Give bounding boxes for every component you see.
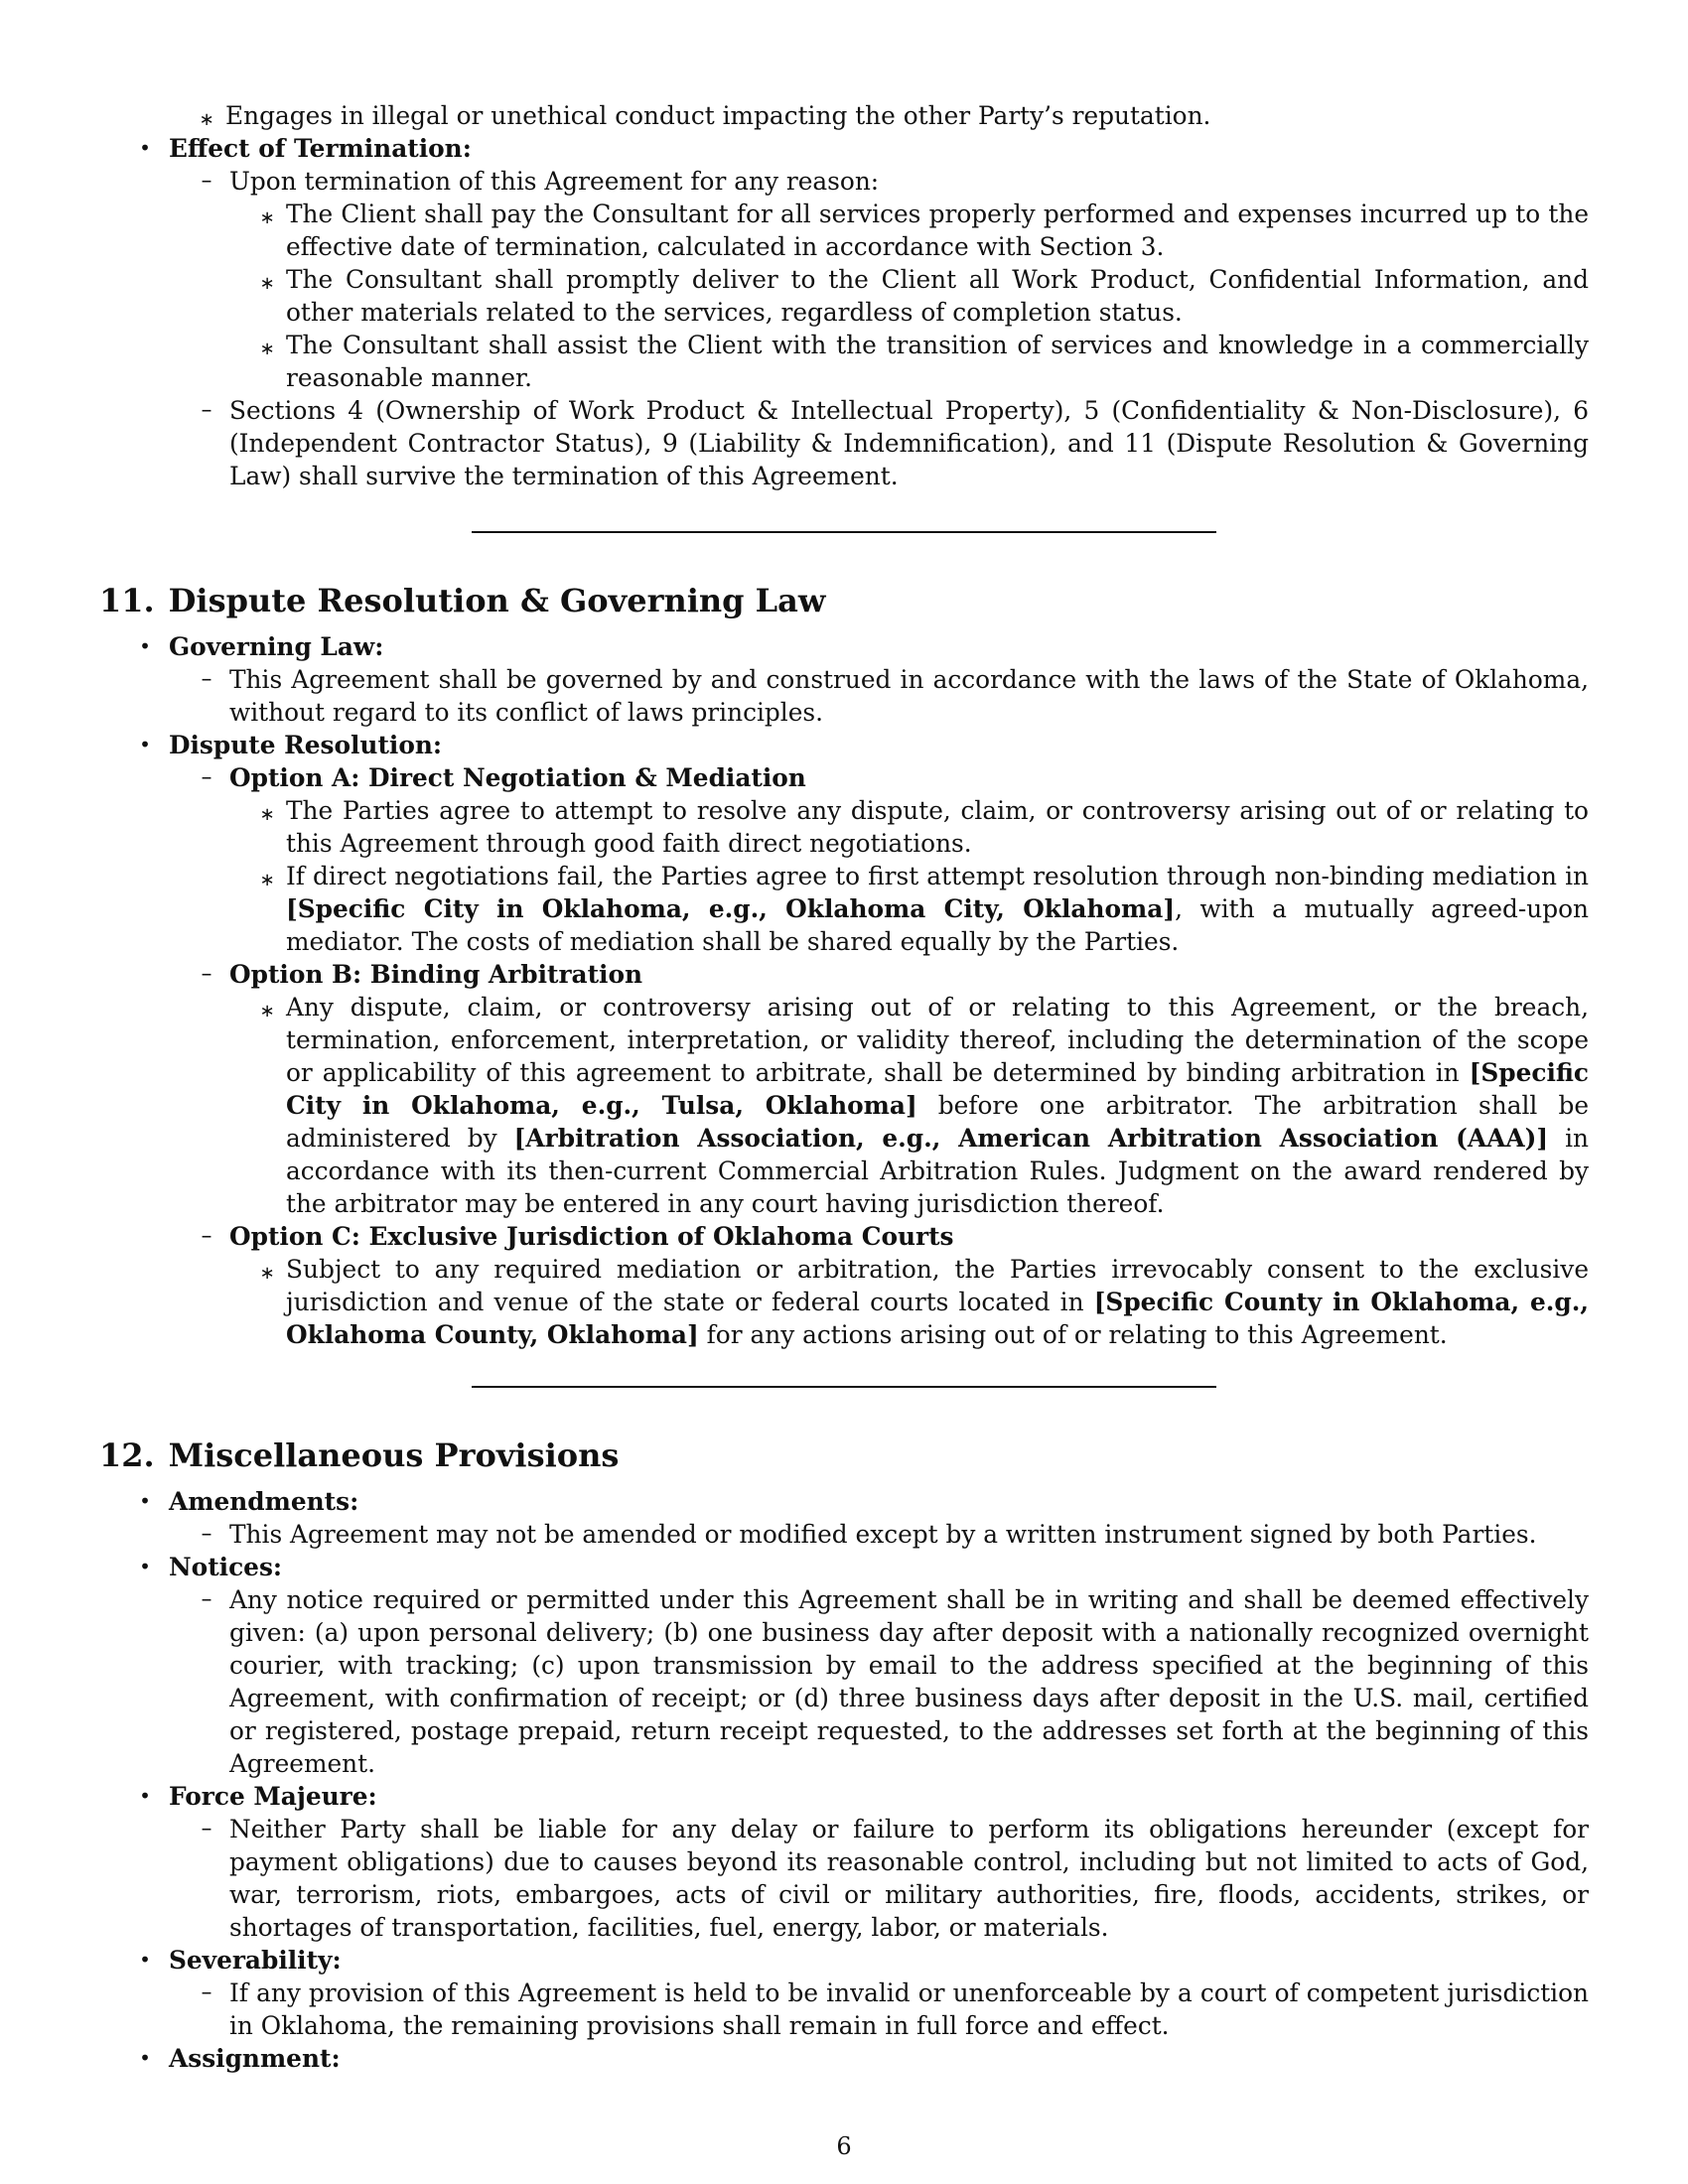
bullet-icon: • bbox=[139, 2045, 151, 2070]
dash-bullet-icon: – bbox=[201, 1816, 212, 1842]
bullet-icon: • bbox=[139, 1554, 151, 1578]
asterisk-bullet-icon: ∗ bbox=[259, 273, 275, 294]
survival-text: Sections 4 (Ownership of Work Product & Intellectual Property), 5 (Confidentiality & Non-Disclosure), 6 (Independent Contractor Status), 9 (Liability & Indemnification), and 11 (Dispute Resolution & Governing Law) shall survive the termination of this Agreement. bbox=[229, 396, 1589, 490]
section-number: 12. bbox=[99, 1435, 155, 1474]
text-run: for any actions arising out of or relating to this Agreement. bbox=[698, 1320, 1448, 1349]
asterisk-bullet-icon: ∗ bbox=[259, 870, 275, 890]
page-content bbox=[99, 99, 1589, 2075]
governing-law-title: Governing Law: bbox=[169, 632, 384, 661]
dash-bullet-icon: – bbox=[201, 1224, 212, 1249]
continued-list bbox=[99, 99, 1589, 132]
force-majeure-title: Force Majeure: bbox=[169, 1781, 377, 1811]
bullet-icon: • bbox=[139, 136, 151, 160]
amendments-text: This Agreement may not be amended or modified except by a written instrument signed by both Parties. bbox=[229, 1519, 1537, 1549]
notices-item bbox=[99, 1551, 1589, 1780]
list-item bbox=[169, 1977, 1589, 2042]
bullet-icon: • bbox=[139, 1947, 151, 1972]
continued-level3-list bbox=[169, 99, 1589, 132]
amendments-item bbox=[99, 1485, 1589, 1551]
placeholder-association: [Arbitration Association, e.g., American Arbitration Association (AAA)] bbox=[513, 1124, 1549, 1153]
severability-item bbox=[99, 1944, 1589, 2042]
dash-bullet-icon: – bbox=[201, 398, 212, 423]
list-item bbox=[169, 1583, 1589, 1780]
termination-title: Effect of Termination: bbox=[169, 134, 472, 163]
dispute-resolution-title: Dispute Resolution: bbox=[169, 731, 443, 759]
placeholder-city: [Specific City in Oklahoma, e.g., Oklahoma City, Oklahoma] bbox=[286, 894, 1176, 923]
list-item bbox=[169, 394, 1589, 492]
section-divider bbox=[472, 531, 1216, 533]
text-run: , with a mutually agreed-upon mediator. The costs of mediation shall be shared equally by the Parties. bbox=[286, 894, 1589, 956]
termination-items bbox=[229, 198, 1589, 394]
page-number: 6 bbox=[836, 2132, 852, 2160]
termination-item-text: The Consultant shall assist the Client with the transition of services and knowledge in a commercially reasonable manner. bbox=[286, 331, 1589, 392]
governing-law-sublist bbox=[169, 663, 1589, 729]
list-item bbox=[229, 329, 1589, 394]
continued-wrapper bbox=[169, 99, 1589, 132]
option-b-text bbox=[286, 993, 1589, 1218]
bullet-icon: • bbox=[139, 1783, 151, 1808]
section-12-heading bbox=[99, 1435, 1589, 1475]
option-a-title: Option A: Direct Negotiation & Mediation bbox=[229, 763, 806, 792]
text-run: Any dispute, claim, or controversy arising out of or relating to this Agreement, or the breach, termination, enforcement, interpretation, or validity thereof, including the determination of the scope or applicability of this agreement to arbitrate, shall be determined by binding arbitration in bbox=[286, 993, 1589, 1087]
severability-title: Severability: bbox=[169, 1945, 342, 1975]
dash-bullet-icon: – bbox=[201, 1586, 212, 1612]
list-item bbox=[229, 198, 1589, 263]
section-number: 11. bbox=[99, 582, 155, 619]
governing-law-item bbox=[99, 630, 1589, 729]
text-run: If direct negotiations fail, the Parties agree to first attempt resolution through non-binding mediation in bbox=[286, 862, 1589, 890]
asterisk-bullet-icon: ∗ bbox=[259, 1263, 275, 1284]
asterisk-bullet-icon: ∗ bbox=[259, 207, 275, 228]
asterisk-bullet-icon: ∗ bbox=[259, 804, 275, 825]
force-majeure-sublist bbox=[169, 1813, 1589, 1944]
list-item bbox=[169, 1518, 1589, 1551]
section-12-list bbox=[99, 1485, 1589, 2075]
section-divider bbox=[472, 1386, 1216, 1388]
option-c-item bbox=[169, 1220, 1589, 1351]
list-item bbox=[169, 1813, 1589, 1944]
asterisk-bullet-icon: ∗ bbox=[259, 339, 275, 359]
option-c-text bbox=[286, 1255, 1589, 1349]
dash-bullet-icon: – bbox=[201, 962, 212, 987]
notices-sublist bbox=[169, 1583, 1589, 1780]
bullet-icon: • bbox=[139, 733, 151, 756]
notices-text: Any notice required or permitted under this Agreement shall be in writing and shall be deemed effectively given: (a) upon personal delivery; (b) one business day after deposit with a nationally recognized overnight courier, with tracking; (c) upon transmission by email to the address specified at the beginning of this Agreement, with confirmation of receipt; or (d) three business days after deposit in the U.S. mail, certified or registered, postage prepaid, return receipt requested, to the addresses set forth at the beginning of this Agreement. bbox=[229, 1584, 1589, 1778]
section-title: Dispute Resolution & Governing Law bbox=[168, 582, 826, 619]
force-majeure-item bbox=[99, 1780, 1589, 1944]
force-majeure-text: Neither Party shall be liable for any delay or failure to perform its obligations hereunder (except for payment obligations) due to causes beyond its reasonable control, including but not limited to acts of God, war, terrorism, riots, embargoes, acts of civil or military authorities, fire, floods, accidents, strikes, or shortages of transportation, facilities, fuel, energy, labor, or materials. bbox=[229, 1814, 1589, 1942]
dash-bullet-icon: – bbox=[201, 667, 212, 692]
dash-bullet-icon: – bbox=[201, 1979, 212, 2005]
severability-text: If any provision of this Agreement is held to be invalid or unenforceable by a court of competent jurisdiction in Oklahoma, the remaining provisions shall remain in full force and effect. bbox=[229, 1978, 1589, 2040]
option-a-text bbox=[286, 862, 1589, 956]
amendments-title: Amendments: bbox=[169, 1486, 359, 1516]
termination-sublist bbox=[169, 165, 1589, 492]
dispute-resolution-item bbox=[99, 729, 1589, 1351]
dispute-options-list bbox=[169, 761, 1589, 1351]
dash-bullet-icon: – bbox=[201, 1521, 212, 1547]
continued-item-text: Engages in illegal or unethical conduct impacting the other Party’s reputation. bbox=[225, 101, 1211, 130]
list-item bbox=[229, 263, 1589, 329]
list-item bbox=[229, 1253, 1589, 1351]
section-11-list bbox=[99, 630, 1589, 1351]
assignment-item bbox=[99, 2042, 1589, 2075]
asterisk-bullet-icon: ∗ bbox=[259, 1001, 275, 1022]
option-a-text: The Parties agree to attempt to resolve any dispute, claim, or controversy arising out of or relating to this Agreement through good faith direct negotiations. bbox=[286, 796, 1589, 858]
termination-item-text: The Consultant shall promptly deliver to the Client all Work Product, Confidential Information, and other materials related to the services, regardless of completion status. bbox=[286, 265, 1589, 327]
assignment-title: Assignment: bbox=[169, 2043, 341, 2073]
bullet-icon: • bbox=[139, 1488, 151, 1513]
severability-sublist bbox=[169, 1977, 1589, 2042]
option-c-title: Option C: Exclusive Jurisdiction of Oklahoma Courts bbox=[229, 1222, 954, 1251]
option-b-item bbox=[169, 958, 1589, 1220]
list-item bbox=[229, 860, 1589, 958]
continued-level2-list bbox=[169, 99, 1589, 132]
text-run: in accordance with its then-current Commercial Arbitration Rules. Judgment on the award rendered by the arbitrator may be entered in any court having jurisdiction thereof. bbox=[286, 1124, 1589, 1218]
list-item bbox=[169, 663, 1589, 729]
dash-bullet-icon: – bbox=[201, 169, 212, 194]
section-11-heading bbox=[99, 581, 1589, 620]
option-b-items bbox=[229, 991, 1589, 1220]
option-b-title: Option B: Binding Arbitration bbox=[229, 960, 643, 989]
governing-law-text: This Agreement shall be governed by and construed in accordance with the laws of the State of Oklahoma, without regard to its conflict of laws principles. bbox=[229, 665, 1589, 727]
amendments-sublist bbox=[169, 1518, 1589, 1551]
list-item bbox=[229, 794, 1589, 860]
notices-title: Notices: bbox=[169, 1552, 283, 1581]
dash-bullet-icon: – bbox=[201, 765, 212, 790]
list-item bbox=[169, 165, 1589, 394]
option-a-items bbox=[229, 794, 1589, 958]
text-run: Subject to any required mediation or arbitration, the Parties irrevocably consent to the exclusive jurisdiction and venue of the state or federal courts located in bbox=[286, 1255, 1589, 1316]
text-run: before one arbitrator. The arbitration shall be administered by bbox=[286, 1091, 1589, 1153]
termination-item-text: The Client shall pay the Consultant for all services properly performed and expenses incurred up to the effective date of termination, calculated in accordance with Section 3. bbox=[286, 200, 1589, 261]
option-c-items bbox=[229, 1253, 1589, 1351]
termination-list bbox=[99, 132, 1589, 492]
list-item bbox=[229, 991, 1589, 1220]
placeholder-county: [Specific County in Oklahoma, e.g., Oklahoma County, Oklahoma] bbox=[286, 1288, 1589, 1349]
asterisk-bullet-icon: ∗ bbox=[199, 109, 214, 130]
termination-intro: Upon termination of this Agreement for any reason: bbox=[229, 167, 880, 196]
option-a-item bbox=[169, 761, 1589, 958]
placeholder-city: [Specific City in Oklahoma, e.g., Tulsa, Oklahoma] bbox=[286, 1058, 1589, 1120]
list-item bbox=[169, 99, 1589, 132]
bullet-icon: • bbox=[139, 634, 151, 658]
section-title: Miscellaneous Provisions bbox=[168, 1435, 620, 1474]
termination-item bbox=[99, 132, 1589, 492]
